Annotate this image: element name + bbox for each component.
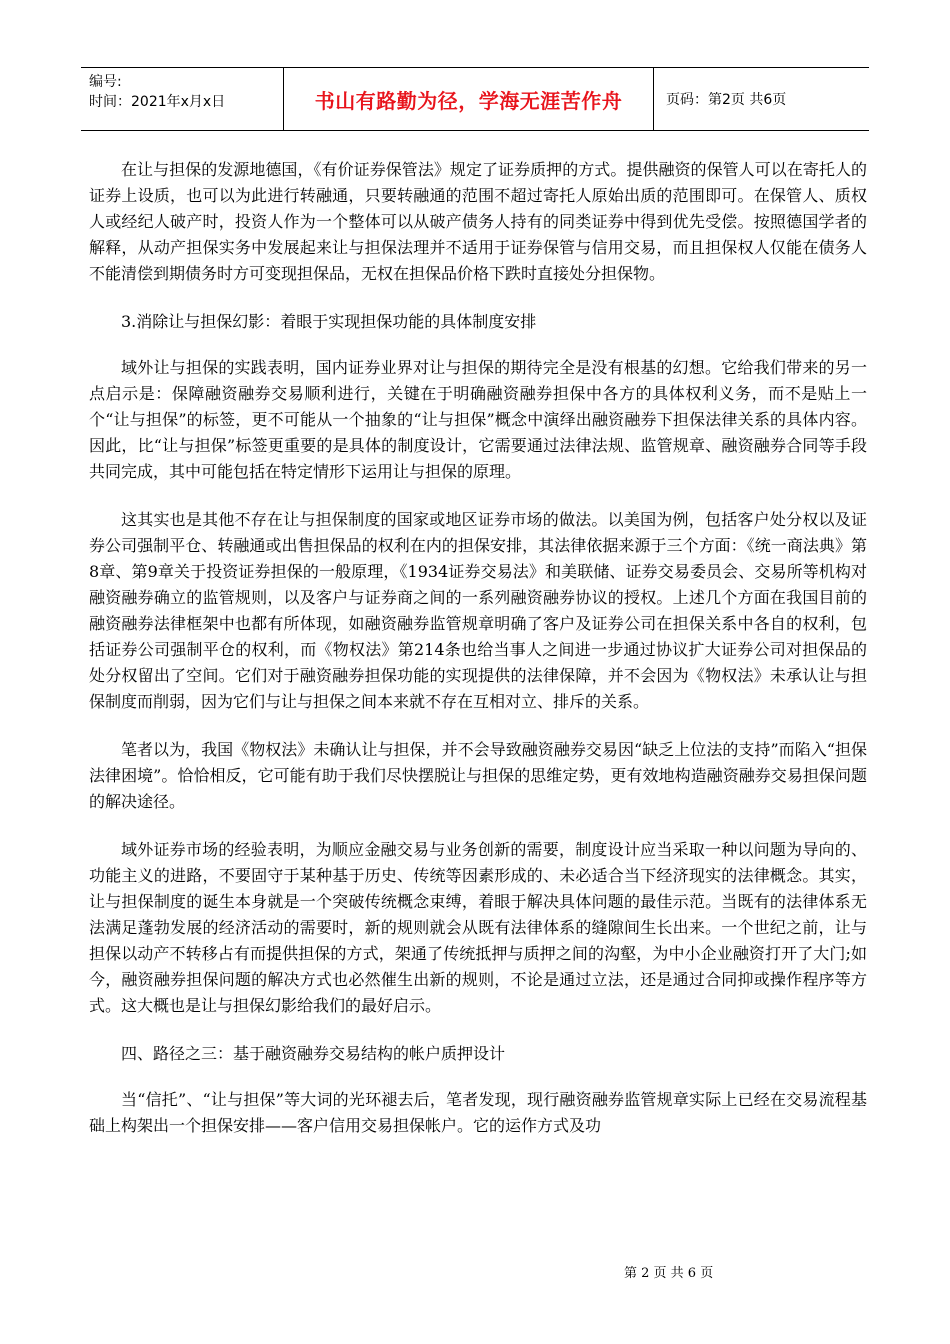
header-page-cell (654, 68, 869, 130)
document-time-label: 时间：2021年x月x日 (89, 94, 226, 110)
header-motto-cell (284, 68, 654, 130)
section-heading-3: 3.消除让与担保幻影：着眼于实现担保功能的具体制度安排 (121, 312, 537, 331)
header-motto: 书山有路勤为径，学海无涯苦作舟 (314, 88, 623, 113)
document-body (89, 157, 867, 1161)
header-page-code: 页码：第2页 共6页 (666, 92, 787, 108)
document-number-label: 编号: (89, 74, 122, 90)
section-heading-4: 四、路径之三：基于融资融券交易结构的帐户质押设计 (121, 1044, 506, 1063)
paragraph-domestic-expectation: 域外让与担保的实践表明，国内证券业界对让与担保的期待完全是没有根基的幻想。它给我们带来的另一点启示是：保障融资融券交易顺利进行，关键在于明确融资融券担保中各方的具体权利义务，而不是贴上一个“让与担保”的标签，更不可能从一个抽象的“让与担保”概念中演绎出融资融券下担保法律关系的具体内容。因此，比“让与担保”标签更重要的是具体的制度设计，它需要通过法律法规、监管规章、融资融券合同等手段共同完成，其中可能包括在特定情形下运用让与担保的原理。 (89, 358, 867, 481)
header-meta (81, 68, 284, 130)
paragraph-germany: 在让与担保的发源地德国，《有价证券保管法》规定了证券质押的方式。提供融资的保管人可以在寄托人的证券上设质，也可以为此进行转融通，只要转融通的范围不超过寄托人原始出质的范围即可。在保管人、质权人或经纪人破产时，投资人作为一个整体可以从破产债务人持有的同类证券中得到优先受偿。按照德国学者的解释，从动产担保实务中发展起来让与担保法理并不适用于证券保管与信用交易，而且担保权人仅能在债务人不能清偿到期债务时方可变现担保品，无权在担保品价格下跌时直接处分担保物。 (89, 160, 867, 283)
paragraph-foreign-experience: 域外证券市场的经验表明，为顺应金融交易与业务创新的需要，制度设计应当采取一种以问题为导向的、功能主义的进路，不要固守于某种基于历史、传统等因素形成的、未必适合当下经济现实的法律概念。其实，让与担保制度的诞生本身就是一个突破传统概念束缚，着眼于解决具体问题的最佳示范。当既有的法律体系无法满足蓬勃发展的经济活动的需要时，新的规则就会从既有法律体系的缝隙间生长出来。一个世纪之前，让与担保以动产不转移占有而提供担保的方式，架通了传统抵押与质押之间的沟壑，为中小企业融资打开了大门;如今，融资融券担保问题的解决方式也必然催生出新的规则，不论是通过立法，还是通过合同抑或操作程序等方式。这大概也是让与担保幻影给我们的最好启示。 (89, 840, 867, 1015)
paragraph-us-example: 这其实也是其他不存在让与担保制度的国家或地区证券市场的做法。以美国为例，包括客户处分权以及证券公司强制平仓、转融通或出售担保品的权利在内的担保安排，其法律依据来源于三个方面：《统一商法典》第8章、第9章关于投资证券担保的一般原理，《1934证券交易法》和美联储、证券交易委员会、交易所等机构对融资融券确立的监管规则，以及客户与证券商之间的一系列融资融券协议的授权。上述几个方面在我国目前的融资融券法律框架中也都有所体现，如融资融券监管规章明确了客户及证券公司在担保关系中各自的权利，包括证券公司强制平仓的权利，而《物权法》第214条也给当事人之间进一步通过协议扩大证券公司对担保品的处分权留出了空间。它们对于融资融券担保功能的实现提供的法律保障，并不会因为《物权法》未承认让与担保制度而削弱，因为它们与让与担保之间本来就不存在互相对立、排斥的关系。 (89, 510, 867, 711)
page-header (81, 67, 869, 131)
page-footer: 第 2 页 共 6 页 (624, 1266, 714, 1281)
paragraph-account-pledge: 当“信托”、“让与担保”等大词的光环褪去后，笔者发现，现行融资融券监管规章实际上已经在交易流程基础上构架出一个担保安排——客户信用交易担保帐户。它的运作方式及功 (89, 1090, 867, 1135)
paragraph-author-view: 笔者以为，我国《物权法》未确认让与担保，并不会导致融资融券交易因“缺乏上位法的支持”而陷入“担保法律困境”。恰恰相反，它可能有助于我们尽快摆脱让与担保的思维定势，更有效地构造融资融券交易担保问题的解决途径。 (89, 740, 867, 811)
